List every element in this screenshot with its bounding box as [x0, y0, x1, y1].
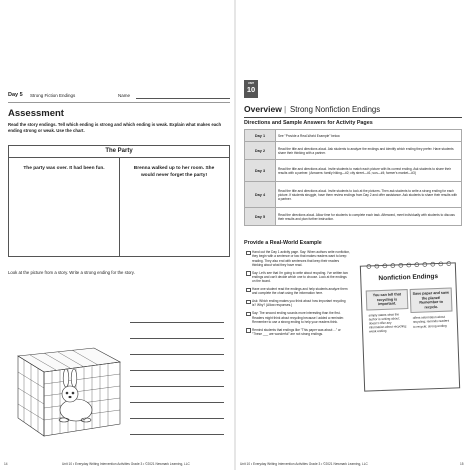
day-label: Day 5	[8, 92, 23, 98]
list-item: Remind students that endings like "This paper was about ..." or "These ___ are wonderful" are not strong endings.	[246, 328, 350, 337]
notebook-ending-strong: Save paper and save the planet! Remember to recycle.	[410, 288, 453, 314]
story-chart	[8, 145, 230, 257]
answer-line[interactable]	[130, 322, 224, 323]
rabbit-in-cage-illustration	[14, 312, 124, 442]
list-item: Ask: Which ending makes you think about how important recycling is? Why? (Allow responses.)	[246, 299, 350, 308]
right-page-number: 15	[460, 462, 464, 466]
day-cell: Day 3	[245, 160, 276, 182]
list-item: Say: The second ending sounds more interesting than the first. Readers might think about recycling because I added a reminder. Remember to use a strong ending to help your readers think.	[246, 311, 350, 324]
day-cell: Day 5	[245, 208, 276, 226]
day-cell: Day 2	[245, 142, 276, 160]
list-item: Say: Let's see that I'm going to write about recycling. I've written two endings and can't decide which one to choose. Look at the endings on the board.	[246, 271, 350, 284]
directions-heading: Directions and Sample Answers for Activity Pages	[244, 120, 373, 126]
list-item: Hand out the Day 1 activity page. Say: When authors write nonfiction, they begin with a sentence or two that makes readers want to keep reading. They also end with sentences that keep their readers thinking about what they have read.	[246, 250, 350, 267]
table-row	[245, 130, 462, 142]
day-cell: Day 1	[245, 130, 276, 142]
assessment-title: Assessment	[8, 108, 64, 119]
day-cell: Day 4	[245, 182, 276, 208]
name-write-line[interactable]	[136, 98, 230, 99]
unit-number: 10	[246, 85, 256, 94]
story-ending-left: The party was over. It had been fun.	[23, 166, 105, 171]
picture-prompt: Look at the picture from a story. Write a strong ending for the story.	[8, 270, 135, 275]
notebook-ending-weak: You can tell that recycling is important.	[366, 289, 409, 310]
directions-table	[244, 129, 462, 226]
answer-line[interactable]	[130, 338, 224, 339]
left-page-number: 14	[4, 462, 8, 466]
notebook-chart	[360, 262, 460, 391]
assessment-instructions: Read the story endings. Tell which ending is strong and which ending is weak. Explain what makes each ending strong or weak. Use the chart.	[8, 122, 222, 133]
answer-line[interactable]	[130, 370, 224, 371]
table-row	[245, 160, 462, 182]
answer-line[interactable]	[130, 418, 224, 419]
day-subtitle: Strong Fiction Endings	[30, 92, 76, 98]
table-row	[245, 208, 462, 226]
day-text: Read the title and directions aloud. Invite students to look at the pictures. Then ask students to write a strong ending for each picture. If students struggle, have them review endings from Day 2 and offer assistance. Ask students to share their results with a partner.	[276, 182, 462, 208]
right-page-footer: Unit 10 • Everyday Writing Intervention Activities Grade 3 • ©2021 Newmark Learning, LLC	[240, 462, 368, 466]
notebook-notes-strong: offers information about recycling; reminds readers to recycle; strong ending	[412, 315, 450, 329]
unit-tab	[244, 80, 258, 98]
day-text: See "Provide a Real-World Example" below.	[276, 130, 462, 142]
story-divider	[119, 157, 120, 256]
left-page-footer: Unit 10 • Everyday Writing Intervention Activities Grade 3 • ©2021 Newmark Learning, LLC	[62, 462, 190, 466]
day-text: Read the title and directions aloud. Invite students to match each picture with its correct ending. Ask students to share their results with a partner. (Answers: family hiking—#2; city street—#1; sun—#4; farmer's market—#3)	[276, 160, 462, 182]
notebook-column-strong	[410, 288, 453, 332]
day-text: Read the directions aloud. Allow time for students to complete each task. Afterward, meet individually with students to discuss their results and plan further instruction.	[276, 208, 462, 226]
overview-separator: |	[284, 104, 287, 114]
left-page	[0, 0, 234, 470]
overview-subtitle: Strong Nonfiction Endings	[290, 105, 381, 114]
answer-line[interactable]	[130, 386, 224, 387]
spiral-binding-icon	[365, 261, 451, 270]
list-item: Have one student read the endings and help students analyze them and complete the chart using the information here.	[246, 287, 350, 296]
notebook-notes-weak: simply states what the author is writing about; doesn't offer any information about recycling; weak ending	[368, 312, 407, 334]
answer-line[interactable]	[130, 402, 224, 403]
notebook-column-weak	[366, 289, 410, 337]
overview-title: Overview	[244, 104, 282, 114]
answer-line[interactable]	[130, 354, 224, 355]
name-label: Name	[118, 92, 131, 98]
real-world-list	[246, 250, 350, 340]
right-page	[236, 0, 470, 470]
table-row	[245, 142, 462, 160]
unit-label: UNIT	[247, 81, 255, 85]
real-world-heading: Provide a Real-World Example	[244, 240, 322, 246]
notebook-title: Nonfiction Endings	[378, 272, 439, 283]
table-row	[245, 182, 462, 208]
story-title: The Party	[9, 146, 229, 158]
answer-line[interactable]	[130, 434, 224, 435]
overview-rule	[244, 117, 462, 118]
day-text: Read the title and directions aloud. Ask students to analyze the endings and identify which ending they prefer. Have students share their thinking with a partner.	[276, 142, 462, 160]
day-header	[8, 92, 230, 103]
story-ending-right: Brenna walked up to her room. She would never forget the party!	[133, 166, 215, 178]
